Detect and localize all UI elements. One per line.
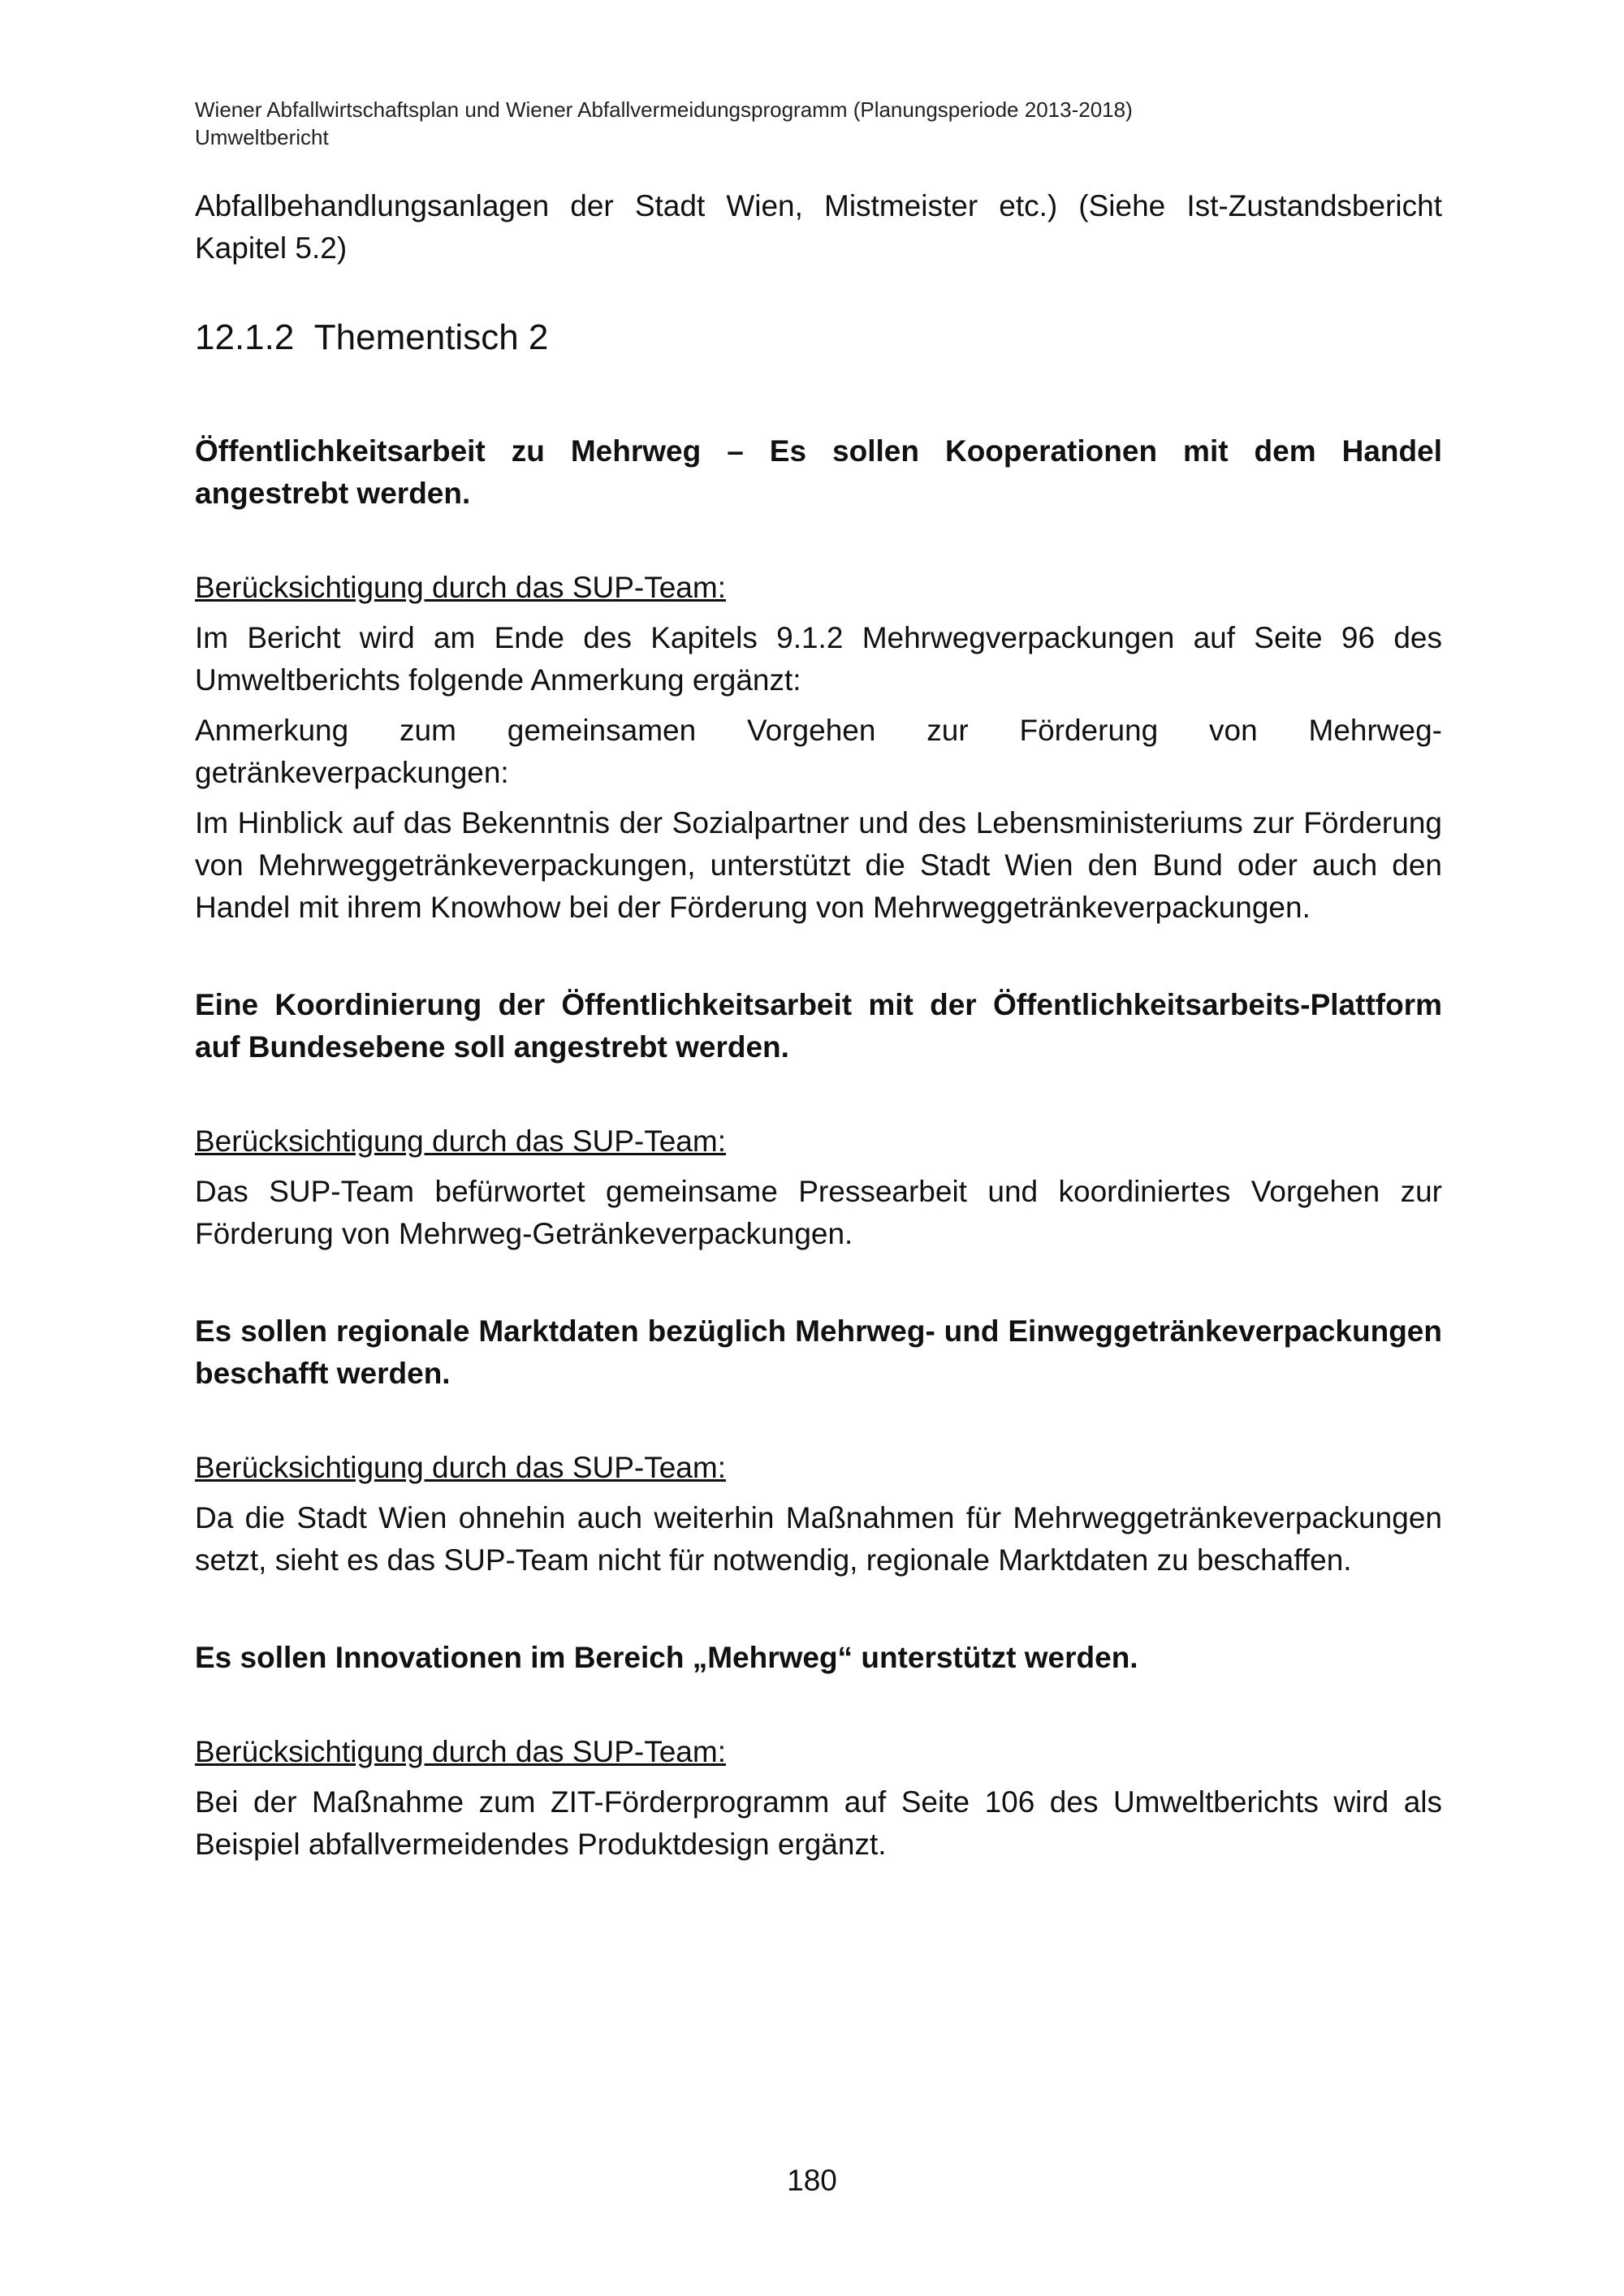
consideration-note-title: Anmerkung zum gemeinsamen Vorgehen zur Förderung von Mehrweg-getränkeverpackungen: [195,714,1442,789]
consideration-label: Berücksichtigung durch das SUP-Team: [195,1735,726,1768]
document-page [195,96,1442,1866]
section-number: 12.1.2 [195,317,295,357]
intro-paragraph: Abfallbehandlungsanlagen der Stadt Wien, Mistmeister etc.) (Siehe Ist-Zustandsbericht Kapitel 5.2) [195,189,1442,265]
section-title: Thementisch 2 [313,317,549,357]
header-subtitle: Umweltbericht [195,125,329,149]
consideration-note-text: Im Hinblick auf das Bekenntnis der Sozialpartner und des Lebensministeriums zur Förderung von Mehrweggetränkeverpackungen, unterstützt die Stadt Wien den Bund oder auch den Handel mit ihrem Knowhow bei der Förderung von Mehrweggetränkeverpackungen. [195,806,1442,924]
consideration-paragraph: Bei der Maßnahme zum ZIT-Förderprogramm auf Seite 106 des Umweltberichts wird als Beispiel abfallvermeidendes Produktdesign ergänzt. [195,1785,1442,1861]
running-header [195,96,1442,151]
consideration-paragraph: Das SUP-Team befürwortet gemeinsame Pressearbeit und koordiniertes Vorgehen zur Förderung von Mehrweg-Getränkeverpackungen. [195,1175,1442,1250]
consideration-paragraph: Im Bericht wird am Ende des Kapitels 9.1.2 Mehrwegverpackungen auf Seite 96 des Umweltberichts folgende Anmerkung ergänzt: [195,621,1442,697]
requirement-heading: Eine Koordinierung der Öffentlichkeitsarbeit mit der Öffentlichkeitsarbeits-Plattform auf Bundesebene soll angestrebt werden. [195,988,1442,1064]
header-title: Wiener Abfallwirtschaftsplan und Wiener Abfallvermeidungsprogramm (Planungsperiode 2013-2018) [195,97,1133,122]
consideration-label: Berücksichtigung durch das SUP-Team: [195,571,726,604]
consideration-paragraph: Da die Stadt Wien ohnehin auch weiterhin Maßnahmen für Mehrweggetränkeverpackungen setzt, sieht es das SUP-Team nicht für notwendig, regionale Marktdaten zu beschaffen. [195,1501,1442,1577]
section-heading [195,315,1442,360]
page-number: 180 [787,2164,837,2197]
consideration-label: Berücksichtigung durch das SUP-Team: [195,1451,726,1484]
requirement-heading: Es sollen Innovationen im Bereich „Mehrweg“ unterstützt werden. [195,1641,1138,1674]
consideration-label: Berücksichtigung durch das SUP-Team: [195,1124,726,1158]
requirement-heading: Es sollen regionale Marktdaten bezüglich Mehrweg- und Einweggetränkeverpackungen beschafft werden. [195,1314,1442,1390]
requirement-heading: Öffentlichkeitsarbeit zu Mehrweg – Es sollen Kooperationen mit dem Handel angestrebt werden. [195,434,1442,510]
